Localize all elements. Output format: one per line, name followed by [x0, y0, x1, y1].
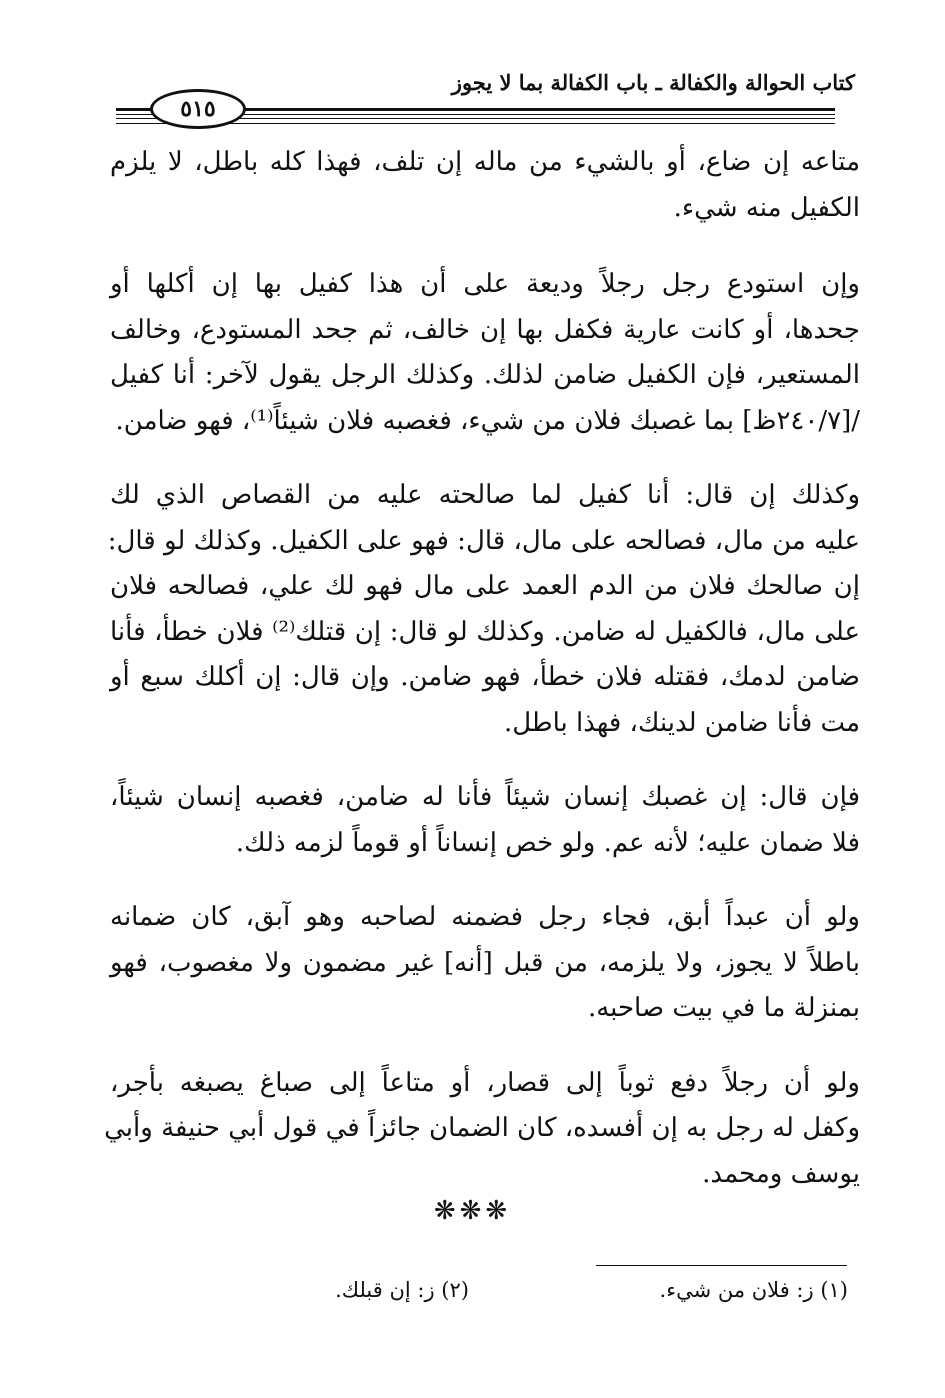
text-line: /[٢٤٠/٧ظ] بما غصبك فلان من شيء، فغصبه فلان شيئاً⁽¹⁾، فهو ضامن. — [115, 405, 860, 436]
text-line: يوسف ومحمد. — [702, 1158, 860, 1189]
text-line: إن صالحك فلان من الدم العمد على مال فهو لك علي، فصالحه فلان — [110, 571, 860, 601]
footnote-2: (٢) ز: إن قبلك. — [335, 1278, 469, 1302]
paragraph — [104, 1061, 860, 1198]
text-line: ولو أن رجلاً دفع ثوباً إلى قصار، أو متاعاً إلى صباغ يصبغه بأجر، — [110, 1067, 860, 1098]
text-line: مت فأنا ضامن لدينك، فهذا باطل. — [503, 707, 860, 738]
section-ornament: ❋❋❋ — [433, 1196, 512, 1226]
running-title: كتاب الحوالة والكفالة ـ باب الكفالة بما لا يجوز — [451, 70, 855, 95]
text-line: وكذلك إن قال: أنا كفيل لما صالحته عليه من القصاص الذي لك — [110, 480, 860, 510]
text-line: بمنزلة ما في بيت صاحبه. — [587, 993, 860, 1023]
text-line: ولو أن عبداً أبق، فجاء رجل فضمنه لصاحبه وهو آبق، كان ضمانه — [110, 902, 860, 932]
text-line: فلا ضمان عليه؛ لأنه عم. ولو خص إنساناً أو قوماً لزمه ذلك. — [235, 827, 860, 858]
paragraph — [107, 473, 860, 746]
text-line: وكفل له رجل به إن أفسده، كان الضمان جائزاً في قول أبي حنيفة وأبي — [104, 1113, 860, 1143]
main-text — [104, 140, 860, 1226]
paragraph — [110, 895, 860, 1032]
paragraph — [110, 775, 860, 866]
text-line: فإن قال: إن غصبك إنسان شيئاً فأنا له ضامن، فغصبه إنسان شيئاً، — [110, 782, 860, 812]
text-line: جحدها، أو كانت عارية فكفل بها إن خالف، ثم جحد المستودع، وخالف — [110, 314, 860, 345]
page-number: ٥١٥ — [150, 89, 246, 129]
paragraph — [110, 262, 860, 444]
text-line: باطلاً لا يجوز، ولا يلزمه، من قبل [أنه] غير مضمون ولا مغصوب، فهو — [110, 947, 860, 978]
text-line: على مال، فالكفيل له ضامن. وكذلك لو قال: إن قتلك⁽²⁾ فلان خطأ، فأنا — [110, 616, 860, 647]
footnote-1: (١) ز: فلان من شيء. — [659, 1278, 848, 1302]
text-line: المستعير، فإن الكفيل ضامن لذلك. وكذلك الرجل يقول لآخر: أنا كفيل — [110, 360, 860, 390]
text-line: الكفيل منه شيء. — [673, 192, 860, 223]
footnote-separator — [596, 1265, 847, 1266]
text-line: وإن استودع رجل رجلاً وديعة على أن هذا كفيل بها إن أكلها أو — [110, 269, 860, 299]
text-line: ضامن لدمك، فقتله فلان خطأ، فهو ضامن. وإن قال: إن أكلك سبع أو — [110, 662, 860, 692]
paragraph — [110, 140, 860, 231]
text-line: متاعه إن ضاع، أو بالشيء من ماله إن تلف، فهذا كله باطل، لا يلزم — [110, 147, 860, 177]
text-line: عليه من مال، فصالحه على مال، قال: فهو على الكفيل. وكذلك لو قال: — [107, 525, 860, 556]
